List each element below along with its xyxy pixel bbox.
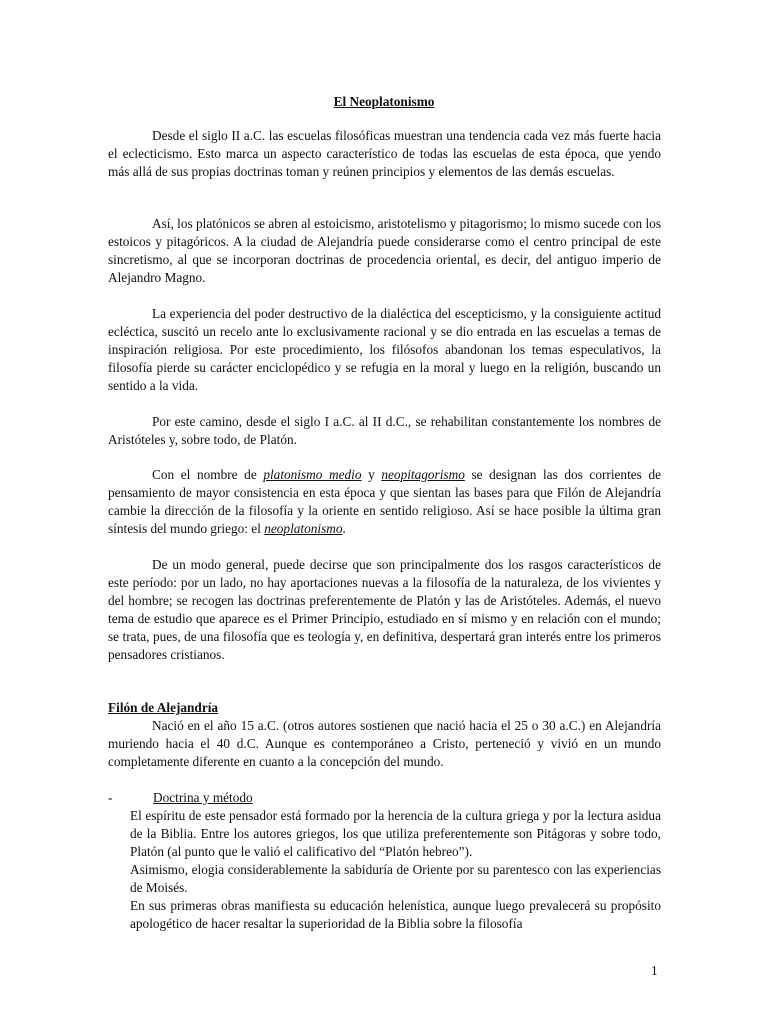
paragraph-5-text-c: se designan las dos corrientes de pensamiento de mayor consistencia en esta época y que sientan las bases para que Filón de Alejandría cambie la dirección de la filosofía y la oriente en sentido religioso. Así se hace posible la última gran síntesis del mundo griego: el [108,467,661,536]
term-neoplatonismo: neoplatonismo [264,521,343,536]
section-heading: Filón de Alejandría [108,700,219,715]
paragraph-3: La experiencia del poder destructivo de la dialéctica del escepticismo, y la consiguiente actitud ecléctica, suscitó un recelo ante lo exclusivamente racional y se dio entrada en las escuelas a temas de inspiración religiosa. Por este procedimiento, los filósofos abandonan los temas especulativos, la filosofía pierde su carácter enciclopédico y se refugia en la moral y luego en la religión, buscando un sentido a la vida. [108,306,661,393]
filon-paragraph: Nació en el año 15 a.C. (otros autores sostienen que nació hacia el 25 o 30 a.C.) en Alejandría muriendo hacia el 40 d.C. Aunque es contemporáneo a Cristo, perteneció y vivió en un mundo completamente diferente en cuanto a la concepción del mundo. [108,718,661,769]
paragraph-4: Por este camino, desde el siglo I a.C. al II d.C., se rehabilitan constantemente los nombres de Aristóteles y, sobre todo, de Platón. [108,414,661,447]
term-neopitagorismo: neopitagorismo [381,467,465,482]
paragraph-5-text-a: Con el nombre de [152,467,264,482]
paragraph-5 [108,466,661,538]
bullet-title: Doctrina y método [153,790,253,805]
bullet-dash: - [108,790,113,805]
bullet-body-3: En sus primeras obras manifiesta su educación helenística, aunque luego prevalecerá su propósito apologético de hacer resaltar la superioridad de la Biblia sobre la filosofía [130,898,661,931]
paragraph-5-text-b: y [361,467,382,482]
term-platonismo-medio: platonismo medio [263,467,362,482]
paragraph-1: Desde el siglo II a.C. las escuelas filosóficas muestran una tendencia cada vez más fuerte hacia el eclecticismo. Esto marca un aspecto característico de todas las escuelas de esta época, que yendo más allá de sus propias doctrinas toman y reúnen principios y elementos de las demás escuelas. [108,128,661,179]
bullet-body-2: Asimismo, elogia considerablemente la sabiduría de Oriente por su parentesco con las experiencias de Moisés. [130,862,661,895]
paragraph-6: De un modo general, puede decirse que son principalmente dos los rasgos característicos de este período: por un lado, no hay aportaciones nuevas a la filosofía de la naturaleza, de los vivientes y del hombre; se recogen las doctrinas preferentemente de Platón y las de Aristóteles. Además, el nuevo tema de estudio que aparece es el Primer Principio, estudiado en sí mismo y en relación con el mundo; se trata, pues, de una filosofía que es teología y, en definitiva, despertará gran interés entre los primeros pensadores cristianos. [108,557,661,662]
page-title: El Neoplatonismo [333,94,435,109]
paragraph-2: Así, los platónicos se abren al estoicismo, aristotelismo y pitagorismo; lo mismo sucede con los estoicos y pitagóricos. A la ciudad de Alejandría puede considerarse como el centro principal de este sincretismo, al que se incorporan doctrinas de procedencia oriental, es decir, del antiguo imperio de Alejandro Magno. [108,216,661,285]
page-number: 1 [651,963,658,978]
paragraph-5-text-d: . [342,521,346,536]
bullet-body-1: El espíritu de este pensador está formado por la herencia de la cultura griega y por la lectura asidua de la Biblia. Entre los autores griegos, los que utiliza preferentemente son Pitágoras y sobre todo, Platón (al punto que le valió el calificativo del “Platón hebreo”). [130,808,661,859]
